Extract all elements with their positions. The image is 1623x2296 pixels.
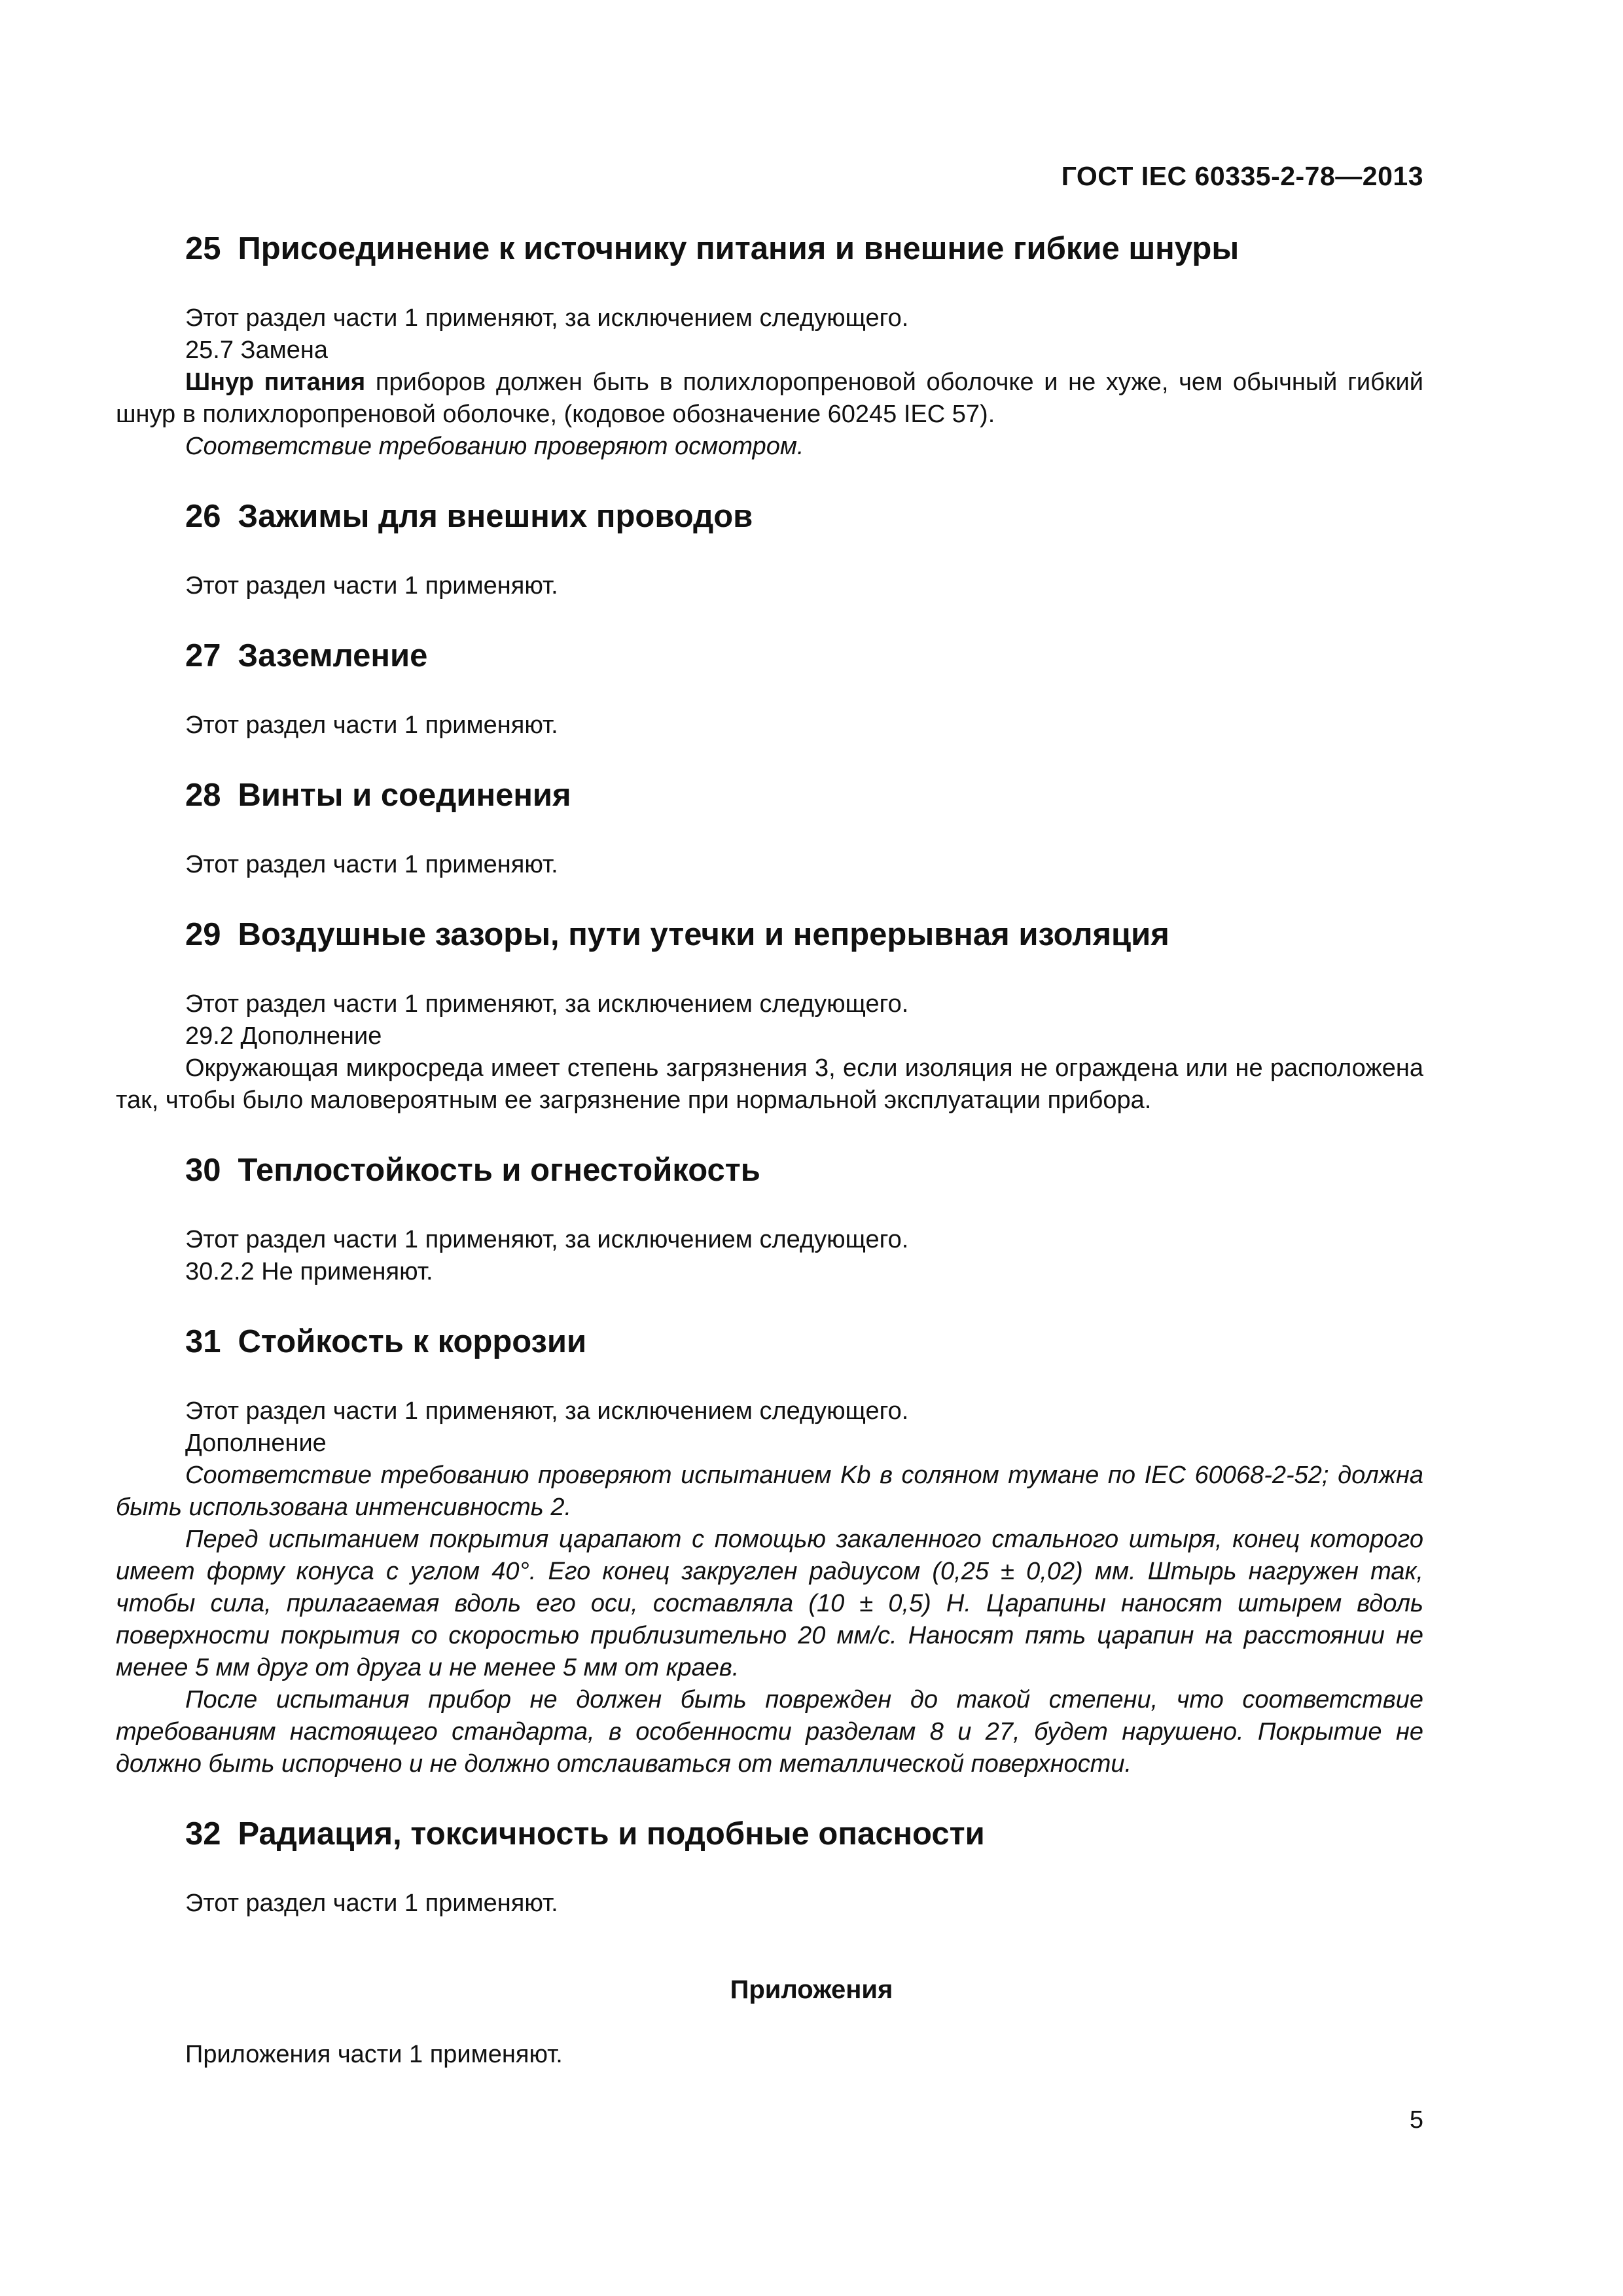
document-body — [116, 229, 1423, 1954]
paragraph: Окружающая микросреда имеет степень загрязнения 3, если изоляция не ограждена или не расположена так, чтобы было маловероятным ее загрязнение при нормальной эксплуатации прибора. — [116, 1054, 1423, 1114]
section-heading: 28 Винты и соединения — [185, 778, 571, 813]
section-26 — [116, 497, 1423, 602]
paragraph: Шнур питания приборов должен быть в полихлоропреновой оболочке и не хуже, чем обычный гибкий шнур в полихлоропреновой оболочке, (кодовое обозначение 60245 IEC 57). — [116, 368, 1423, 428]
test-criteria: После испытания прибор не должен быть поврежден до такой степени, что соответствие требованиям настоящего стандарта, в особенности разделам 8 и 27, будет нарушено. Покрытие не должно быть испорчено и не должно отслаиваться от металлической поверхности. — [116, 1686, 1423, 1778]
section-25 — [116, 229, 1423, 463]
paragraph: Этот раздел части 1 применяют. — [185, 572, 558, 600]
paragraph: Этот раздел части 1 применяют, за исключением следующего. — [185, 1226, 909, 1253]
section-heading: 29 Воздушные зазоры, пути утечки и непрерывная изоляция — [185, 917, 1169, 952]
section-30 — [116, 1151, 1423, 1288]
test-procedure: Перед испытанием покрытия царапают с помощью закаленного стального штыря, конец которого имеет форму конуса с углом 40°. Его конец закруглен радиусом (0,25 ± 0,02) мм. Штырь нагружен так, чтобы сила, прилагаемая вдоль его оси, составляла (10 ± 0,5) Н. Царапины наносят штырем вдоль поверхности покрытия со скоростью приблизительно 20 мм/с. Наносят пять царапин на расстоянии не менее 5 мм друг от друга и не менее 5 мм от краев. — [116, 1526, 1423, 1681]
clause-number: 29.2 Дополнение — [185, 1022, 382, 1050]
compliance-note: Соответствие требованию проверяют осмотром. — [185, 433, 804, 460]
section-heading: 31 Стойкость к коррозии — [185, 1324, 587, 1359]
term-bold: Шнур питания — [185, 368, 366, 396]
section-heading: 26 Зажимы для внешних проводов — [185, 499, 753, 534]
paragraph: Этот раздел части 1 применяют, за исключением следующего. — [185, 1397, 909, 1425]
section-heading: 27 Заземление — [185, 638, 428, 673]
clause-number: 30.2.2 Не применяют. — [185, 1258, 433, 1285]
section-29 — [116, 915, 1423, 1117]
section-heading: 32 Радиация, токсичность и подобные опасности — [185, 1816, 985, 1852]
clause-number: 25.7 Замена — [185, 336, 328, 364]
paragraph: Этот раздел части 1 применяют, за исключением следующего. — [185, 304, 909, 332]
paragraph: Этот раздел части 1 применяют. — [185, 851, 558, 878]
section-heading: 25 Присоединение к источнику питания и внешние гибкие шнуры — [185, 231, 1240, 266]
clause-number: Дополнение — [185, 1429, 327, 1457]
paragraph: Этот раздел части 1 применяют. — [185, 711, 558, 739]
appendix-text: Приложения части 1 применяют. — [185, 2041, 563, 2068]
standard-designation: ГОСТ IEC 60335-2-78—2013 — [1061, 161, 1423, 191]
paragraph: Этот раздел части 1 применяют. — [185, 1890, 558, 1917]
section-heading: 30 Теплостойкость и огнестойкость — [185, 1153, 760, 1188]
section-28 — [116, 776, 1423, 881]
section-31 — [116, 1322, 1423, 1780]
section-27 — [116, 636, 1423, 742]
paragraph: Этот раздел части 1 применяют, за исключением следующего. — [185, 990, 909, 1018]
section-32 — [116, 1814, 1423, 1920]
appendix-heading: Приложения — [730, 1975, 893, 2004]
compliance-note: Соответствие требованию проверяют испытанием Kb в соляном тумане по IEC 60068-2-52; должна быть использована интенсивность 2. — [116, 1462, 1423, 1521]
page-number: 5 — [1409, 2106, 1423, 2134]
